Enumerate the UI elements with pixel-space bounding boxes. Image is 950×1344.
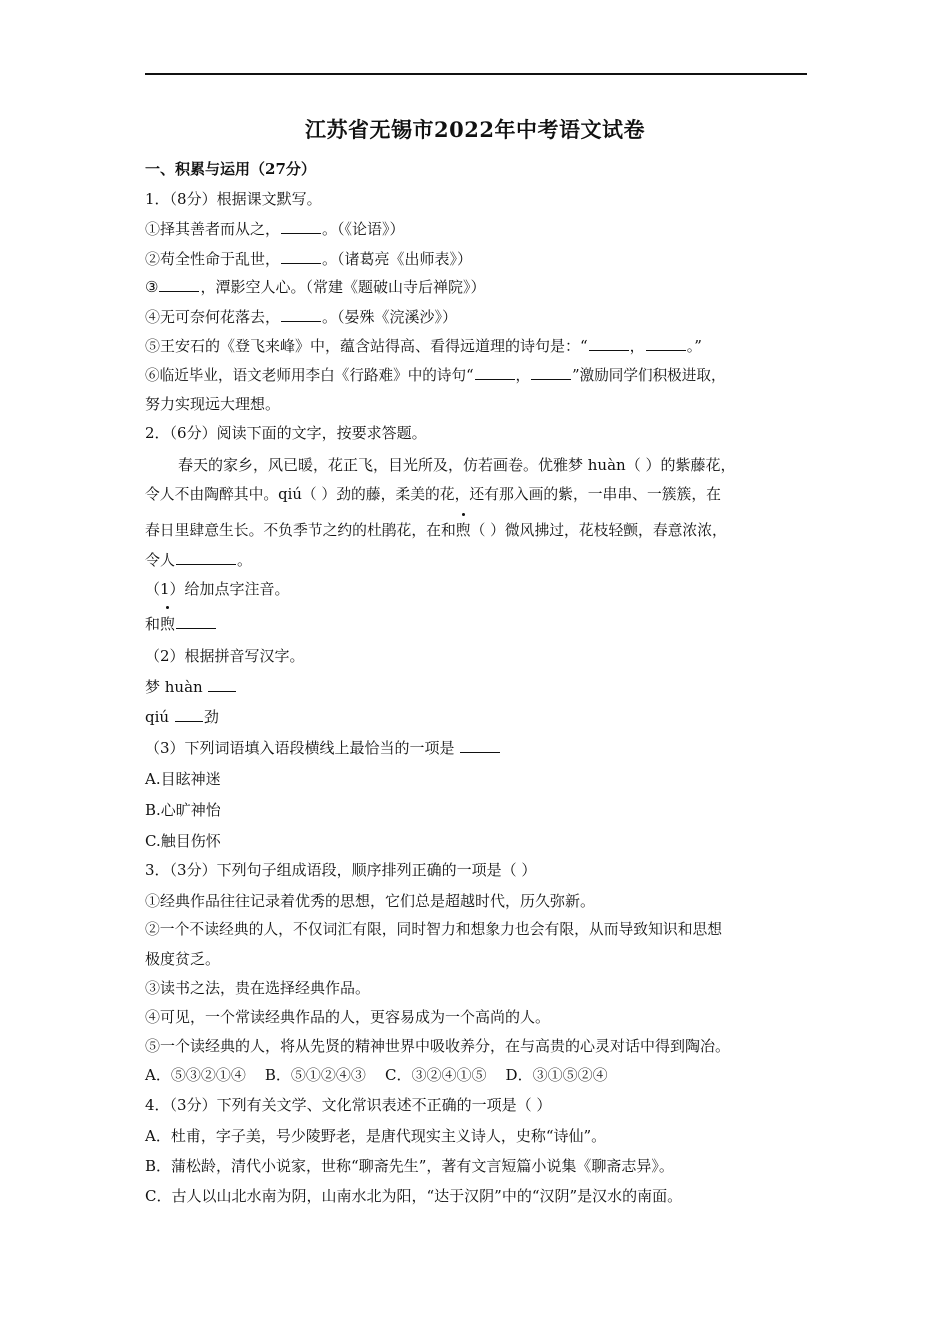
q2-option-b: B.心旷神怡 xyxy=(145,801,221,819)
answer-blank[interactable] xyxy=(460,737,500,753)
dotted-char: 煦 xyxy=(160,615,176,633)
q1-item-6 xyxy=(145,364,726,387)
q4-option-b: B．蒲松龄，清代小说家，世称“聊斋先生”，著有文言短篇小说集《聊斋志异》。 xyxy=(145,1157,674,1175)
q1-item-4-source: 。（晏殊《浣溪沙》） xyxy=(322,308,458,326)
q2-sub-2-b-char: 劲 xyxy=(203,708,219,726)
q1-item-4 xyxy=(145,306,457,328)
answer-blank[interactable] xyxy=(159,276,199,292)
q3-options: A．⑤③②①④ B．⑤①②④③ C．③②④①⑤ D．③①⑤②④ xyxy=(145,1066,608,1084)
q1-item-5-end: 。” xyxy=(686,337,702,355)
q3-sentence-4: ④可见，一个常读经典作品的人，更容易成为一个高尚的人。 xyxy=(145,1008,551,1026)
q2-sub-2-a xyxy=(145,676,237,698)
answer-blank[interactable] xyxy=(475,364,515,380)
answer-blank[interactable] xyxy=(208,676,236,692)
q2-passage-line-4 xyxy=(145,549,252,571)
answer-blank[interactable] xyxy=(281,218,321,234)
q1-item-6-cont: 努力实现远大理想。 xyxy=(145,395,281,413)
q1-item-4-text: ④无可奈何花落去， xyxy=(145,308,281,326)
q2-option-c: C.触目伤怀 xyxy=(145,832,221,850)
answer-blank[interactable] xyxy=(176,613,216,629)
q1-item-6-text: ⑥临近毕业，语文老师用李白《行路难》中的诗句“ xyxy=(145,367,474,384)
q4-option-a: A．杜甫，字子美，号少陵野老，是唐代现实主义诗人，史称“诗仙”。 xyxy=(145,1127,607,1145)
q2-sub-2-b xyxy=(145,706,219,728)
answer-blank[interactable] xyxy=(531,364,571,380)
q2-passage-4b: 。 xyxy=(237,551,253,569)
q3-sentence-5: ⑤一个读经典的人，将从先贤的精神世界中吸收养分，在与高贵的心灵对话中得到陶冶。 xyxy=(145,1037,731,1055)
q1-item-6-end: ”激励同学们积极进取， xyxy=(572,367,726,384)
q2-sub-2-a-pinyin: 梦 huàn xyxy=(145,678,208,696)
q4-stem: 4．（3分）下列有关文学、文化常识表述不正确的一项是（ ） xyxy=(145,1096,552,1114)
q2-passage-3b: （ ）微风拂过，花枝轻颤，春意浓浓， xyxy=(470,522,727,539)
q3-sentence-2-cont: 极度贫乏。 xyxy=(145,950,221,968)
q2-passage-3a: 春日里肆意生长。不负季节之约的杜鹃花，在和 xyxy=(145,522,456,539)
q2-sub-2: （2）根据拼音写汉字。 xyxy=(145,647,305,665)
q4-option-c: C．古人以山北水南为阴，山南水北为阳，“达于汉阴”中的“汉阴”是汉水的南面。 xyxy=(145,1187,683,1205)
q2-passage-line-3 xyxy=(145,520,727,542)
answer-blank[interactable] xyxy=(281,248,321,264)
q1-item-1-source: 。（《论语》） xyxy=(322,220,405,238)
q3-sentence-3: ③读书之法，贵在选择经典作品。 xyxy=(145,979,371,997)
q2-stem: 2．（6分）阅读下面的文字，按要求答题。 xyxy=(145,424,427,442)
q1-item-1-text: ①择其善者而从之， xyxy=(145,220,281,238)
q1-stem: 1．（8分）根据课文默写。 xyxy=(145,190,322,208)
q1-item-5 xyxy=(145,335,702,357)
answer-blank[interactable] xyxy=(176,549,236,565)
answer-blank[interactable] xyxy=(281,306,321,322)
q2-passage-line-1: 春天的家乡，风已暖，花正飞，目光所及，仿若画卷。优雅梦 huàn（ ）的紫藤花， xyxy=(178,456,736,474)
q1-item-3 xyxy=(145,276,485,298)
q2-sub-2-b-pinyin: qiú xyxy=(145,708,174,726)
q3-sentence-1: ①经典作品往往记录着优秀的思想，它们总是超越时代，历久弥新。 xyxy=(145,892,596,910)
q3-stem: 3．（3分）下列句子组成语段，顺序排列正确的一项是（ ） xyxy=(145,861,537,879)
answer-blank[interactable] xyxy=(646,335,686,351)
q2-sub-1: （1）给加点字注音。 xyxy=(145,580,290,598)
q1-item-2-source: 。（诸葛亮《出师表》） xyxy=(322,250,473,268)
dotted-char: 煦 xyxy=(456,520,471,542)
q2-passage-4a: 令人 xyxy=(145,551,176,569)
q1-item-2 xyxy=(145,248,472,270)
answer-blank[interactable] xyxy=(175,706,203,722)
section-heading: 一、积累与运用（27分） xyxy=(145,160,316,178)
q1-item-3-mark: ③ xyxy=(145,278,159,296)
q1-item-6-comma: ， xyxy=(515,367,531,384)
q1-item-5-text: ⑤王安石的《登飞来峰》中，蕴含站得高、看得远道理的诗句是：“ xyxy=(145,337,588,355)
q2-option-a: A.目眩神迷 xyxy=(145,770,221,788)
header-rule xyxy=(145,73,807,75)
q2-sub-3-text: （3）下列词语填入语段横线上最恰当的一项是 xyxy=(145,739,460,757)
q2-sub-1-answer xyxy=(145,613,217,635)
answer-blank[interactable] xyxy=(589,335,629,351)
q2-passage-line-2: 令人不由陶醉其中。qiú（ ）劲的藤，柔美的花，还有那入画的紫，一串串、一簇簇，在 xyxy=(145,486,721,503)
q1-item-1 xyxy=(145,218,405,240)
q1-item-5-comma: ， xyxy=(629,337,645,355)
q2-sub-1-char: 和 xyxy=(145,615,161,633)
q1-item-2-text: ②苟全性命于乱世， xyxy=(145,250,281,268)
q1-item-3-text: ，潭影空人心。（常建《题破山寺后禅院》） xyxy=(200,278,486,296)
q2-sub-3 xyxy=(145,737,501,759)
doc-title: 江苏省无锡市2022年中考语文试卷 xyxy=(305,117,645,142)
q3-sentence-2: ②一个不读经典的人，不仅词汇有限，同时智力和想象力也会有限，从而导致知识和思想 xyxy=(145,921,723,938)
